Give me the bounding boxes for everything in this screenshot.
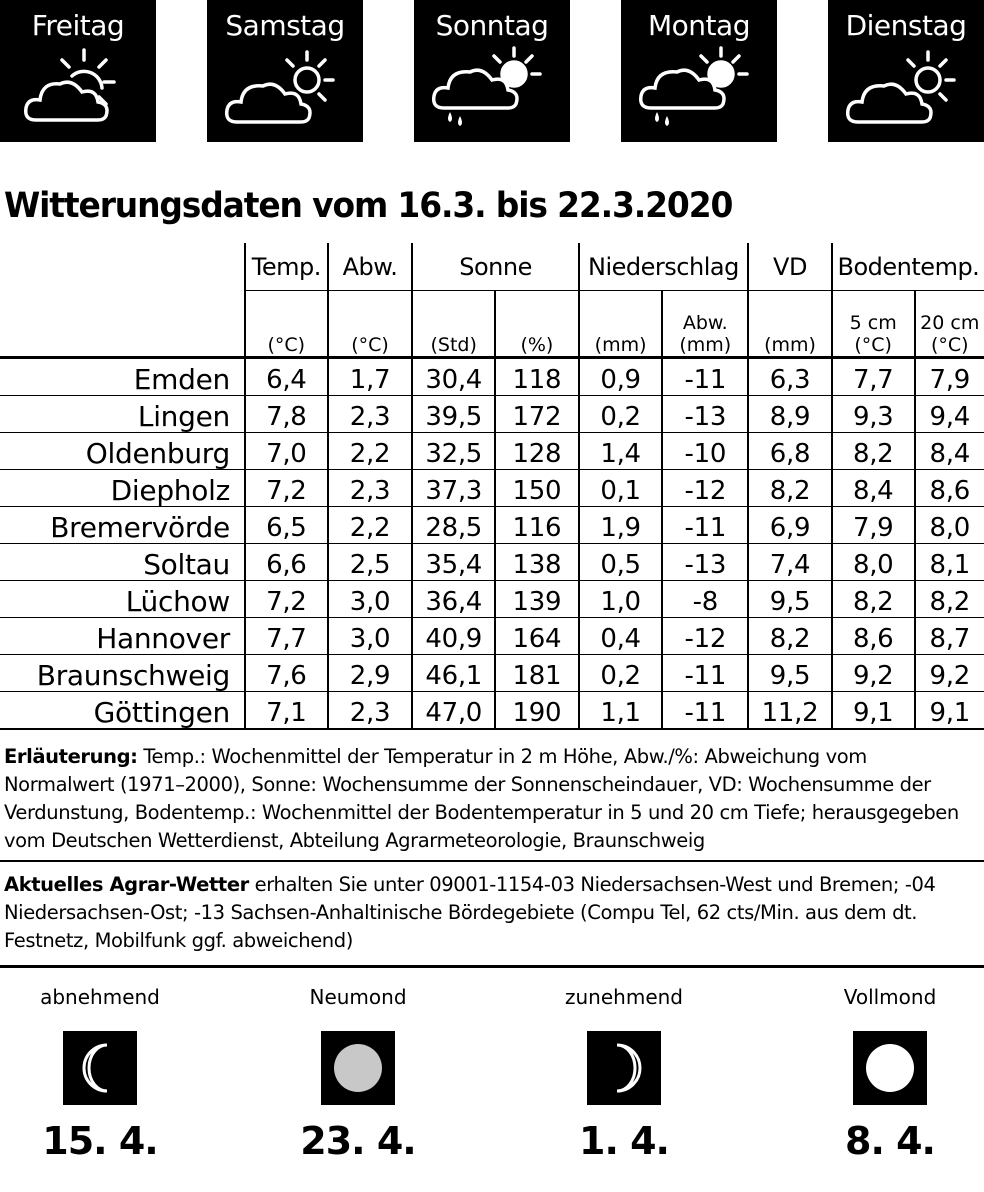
table-row xyxy=(0,618,984,655)
table-cell: 6,4 xyxy=(245,358,328,396)
table-cell: -11 xyxy=(662,358,748,396)
forecast-tile-samstag xyxy=(207,0,363,142)
day-name: Montag xyxy=(648,9,750,42)
table-cell: 138 xyxy=(495,544,579,581)
unit-header: (°C) xyxy=(328,291,413,358)
station-name: Emden xyxy=(0,358,245,396)
table-cell: 8,4 xyxy=(915,433,984,470)
table-cell: 8,2 xyxy=(832,433,915,470)
table-cell: 32,5 xyxy=(412,433,495,470)
cloud-sun-rain-icon xyxy=(635,42,763,138)
table-cell: -11 xyxy=(662,655,748,692)
col-group-vd: VD xyxy=(748,243,832,291)
unit-header: (mm) xyxy=(579,291,663,358)
table-cell: 3,0 xyxy=(328,618,413,655)
cloud-sun-rain-icon xyxy=(428,42,556,138)
table-cell: 2,5 xyxy=(328,544,413,581)
table-cell: 7,6 xyxy=(245,655,328,692)
station-name: Lüchow xyxy=(0,581,245,618)
new-moon-icon xyxy=(321,1031,395,1105)
table-cell: 2,2 xyxy=(328,433,413,470)
moon-phase-label: zunehmend xyxy=(565,985,683,1009)
table-header-units xyxy=(0,291,984,358)
moon-phase-date: 23. 4. xyxy=(300,1119,416,1163)
sun-behind-cloud-icon xyxy=(842,42,970,138)
table-cell: 9,5 xyxy=(748,655,832,692)
table-cell: 7,1 xyxy=(245,692,328,730)
table-cell: 7,7 xyxy=(832,358,915,396)
table-cell: 1,0 xyxy=(579,581,663,618)
table-cell: 9,1 xyxy=(915,692,984,730)
table-cell: 35,4 xyxy=(412,544,495,581)
table-row xyxy=(0,692,984,730)
table-cell: 6,5 xyxy=(245,507,328,544)
weather-data-table xyxy=(0,243,984,730)
divider xyxy=(0,860,984,862)
station-name: Hannover xyxy=(0,618,245,655)
table-cell: 8,4 xyxy=(832,470,915,507)
table-cell: 7,7 xyxy=(245,618,328,655)
table-cell: 9,3 xyxy=(832,396,915,433)
col-group-abw: Abw. xyxy=(328,243,413,291)
table-cell: 28,5 xyxy=(412,507,495,544)
table-cell: -12 xyxy=(662,618,748,655)
table-row xyxy=(0,507,984,544)
waxing-crescent-icon xyxy=(587,1031,661,1105)
table-cell: -13 xyxy=(662,396,748,433)
table-cell: 8,2 xyxy=(748,470,832,507)
station-name: Lingen xyxy=(0,396,245,433)
table-cell: 7,2 xyxy=(245,470,328,507)
table-cell: 3,0 xyxy=(328,581,413,618)
table-cell: 8,6 xyxy=(915,470,984,507)
col-group-niederschlag: Niederschlag xyxy=(579,243,748,291)
table-cell: 190 xyxy=(495,692,579,730)
forecast-tile-freitag xyxy=(0,0,156,142)
table-cell: 6,6 xyxy=(245,544,328,581)
station-name: Diepholz xyxy=(0,470,245,507)
table-cell: 11,2 xyxy=(748,692,832,730)
table-cell: 46,1 xyxy=(412,655,495,692)
station-name: Bremervörde xyxy=(0,507,245,544)
table-header-groups xyxy=(0,243,984,291)
page-title: Witterungsdaten vom 16.3. bis 22.3.2020 xyxy=(4,186,733,226)
table-cell: 9,4 xyxy=(915,396,984,433)
table-cell: 36,4 xyxy=(412,581,495,618)
table-row xyxy=(0,544,984,581)
service-label: Aktuelles Agrar-Wetter xyxy=(4,873,249,896)
unit-header: (mm) xyxy=(748,291,832,358)
service-note xyxy=(4,871,980,955)
table-cell: 181 xyxy=(495,655,579,692)
col-group-bodentemp: Bodentemp. xyxy=(832,243,984,291)
table-cell: -13 xyxy=(662,544,748,581)
station-name: Soltau xyxy=(0,544,245,581)
table-cell: 39,5 xyxy=(412,396,495,433)
table-cell: 6,9 xyxy=(748,507,832,544)
table-cell: -10 xyxy=(662,433,748,470)
divider xyxy=(0,965,984,968)
table-row xyxy=(0,581,984,618)
table-cell: 118 xyxy=(495,358,579,396)
table-row xyxy=(0,358,984,396)
explanation-note xyxy=(4,743,980,855)
table-cell: 0,4 xyxy=(579,618,663,655)
unit-header: 20 cm (°C) xyxy=(915,291,984,358)
table-cell: 1,9 xyxy=(579,507,663,544)
unit-header: 5 cm (°C) xyxy=(832,291,915,358)
table-cell: 9,1 xyxy=(832,692,915,730)
moon-phase-waning xyxy=(0,985,200,1163)
table-cell: 8,0 xyxy=(832,544,915,581)
station-name: Oldenburg xyxy=(0,433,245,470)
table-cell: 2,3 xyxy=(328,396,413,433)
table-cell: 9,2 xyxy=(832,655,915,692)
table-cell: 1,4 xyxy=(579,433,663,470)
table-cell: 7,8 xyxy=(245,396,328,433)
table-cell: 47,0 xyxy=(412,692,495,730)
table-cell: 7,4 xyxy=(748,544,832,581)
table-cell: 6,3 xyxy=(748,358,832,396)
table-row xyxy=(0,396,984,433)
unit-header: (Std) xyxy=(412,291,495,358)
table-cell: -11 xyxy=(662,507,748,544)
table-row xyxy=(0,433,984,470)
moon-phase-full xyxy=(790,985,984,1163)
forecast-tile-dienstag xyxy=(828,0,984,142)
table-cell: 8,7 xyxy=(915,618,984,655)
table-cell: -8 xyxy=(662,581,748,618)
table-cell: 164 xyxy=(495,618,579,655)
table-cell: -11 xyxy=(662,692,748,730)
explanation-label: Erläuterung: xyxy=(4,745,138,768)
table-cell: 0,1 xyxy=(579,470,663,507)
moon-phase-date: 1. 4. xyxy=(579,1119,669,1163)
unit-header: (°C) xyxy=(245,291,328,358)
full-moon-icon xyxy=(853,1031,927,1105)
moon-phase-label: Vollmond xyxy=(843,985,937,1009)
waning-crescent-icon xyxy=(63,1031,137,1105)
unit-header: Abw. (mm) xyxy=(662,291,748,358)
table-cell: -12 xyxy=(662,470,748,507)
col-group-sonne: Sonne xyxy=(412,243,578,291)
table-cell: 40,9 xyxy=(412,618,495,655)
table-cell: 7,9 xyxy=(915,358,984,396)
table-cell: 9,2 xyxy=(915,655,984,692)
table-cell: 8,9 xyxy=(748,396,832,433)
table-cell: 172 xyxy=(495,396,579,433)
moon-phase-label: abnehmend xyxy=(40,985,160,1009)
table-cell: 8,2 xyxy=(832,581,915,618)
station-name: Braunschweig xyxy=(0,655,245,692)
moon-phase-date: 15. 4. xyxy=(42,1119,158,1163)
table-row xyxy=(0,655,984,692)
station-name: Göttingen xyxy=(0,692,245,730)
forecast-tile-sonntag xyxy=(414,0,570,142)
table-cell: 9,5 xyxy=(748,581,832,618)
table-cell: 116 xyxy=(495,507,579,544)
moon-phase-waxing xyxy=(524,985,724,1163)
table-cell: 2,9 xyxy=(328,655,413,692)
table-cell: 8,0 xyxy=(915,507,984,544)
table-cell: 8,1 xyxy=(915,544,984,581)
table-cell: 8,2 xyxy=(915,581,984,618)
table-cell: 0,2 xyxy=(579,655,663,692)
table-cell: 8,6 xyxy=(832,618,915,655)
table-cell: 37,3 xyxy=(412,470,495,507)
table-cell: 30,4 xyxy=(412,358,495,396)
table-cell: 7,9 xyxy=(832,507,915,544)
col-group-temp: Temp. xyxy=(245,243,328,291)
table-cell: 0,9 xyxy=(579,358,663,396)
table-cell: 2,3 xyxy=(328,470,413,507)
table-cell: 1,7 xyxy=(328,358,413,396)
table-cell: 2,3 xyxy=(328,692,413,730)
service-text: erhalten Sie unter 09001-1154-03 Niedersachsen-West und Bremen; -04 Niedersachsen-Ost; -13 Sachsen-Anhaltinische Bördegebiete (Compu Tel, 62 cts/Min. aus dem dt. Festnetz, Mobilfunk ggf. abweichend) xyxy=(4,873,936,952)
table-row xyxy=(0,470,984,507)
explanation-text: Temp.: Wochenmittel der Temperatur in 2 m Höhe, Abw./%: Abweichung vom Normalwert (1971–2000), Sonne: Wochensumme der Sonnenscheindauer, VD: Wochensumme der Verdunstung, Bodentemp.: Wochenmittel der Bodentemperatur in 5 und 20 cm Tiefe; herausgegeben vom Deutschen Wetterdienst, Abteilung Agrarmeteorologie, Braunschweig xyxy=(4,745,959,852)
day-name: Freitag xyxy=(31,9,125,42)
table-cell: 139 xyxy=(495,581,579,618)
sun-behind-cloud-icon xyxy=(221,42,349,138)
table-cell: 2,2 xyxy=(328,507,413,544)
table-cell: 6,8 xyxy=(748,433,832,470)
table-cell: 7,2 xyxy=(245,581,328,618)
table-cell: 0,2 xyxy=(579,396,663,433)
forecast-strip xyxy=(0,0,984,142)
unit-header: (%) xyxy=(495,291,579,358)
forecast-tile-montag xyxy=(621,0,777,142)
sun-behind-cloud-icon xyxy=(14,42,142,138)
moon-phase-date: 8. 4. xyxy=(845,1119,935,1163)
table-cell: 7,0 xyxy=(245,433,328,470)
table-cell: 128 xyxy=(495,433,579,470)
table-cell: 1,1 xyxy=(579,692,663,730)
table-cell: 0,5 xyxy=(579,544,663,581)
day-name: Dienstag xyxy=(845,9,967,42)
moon-phase-new xyxy=(258,985,458,1163)
moon-phase-label: Neumond xyxy=(309,985,407,1009)
table-cell: 8,2 xyxy=(748,618,832,655)
day-name: Samstag xyxy=(225,9,345,42)
table-cell: 150 xyxy=(495,470,579,507)
day-name: Sonntag xyxy=(435,9,549,42)
